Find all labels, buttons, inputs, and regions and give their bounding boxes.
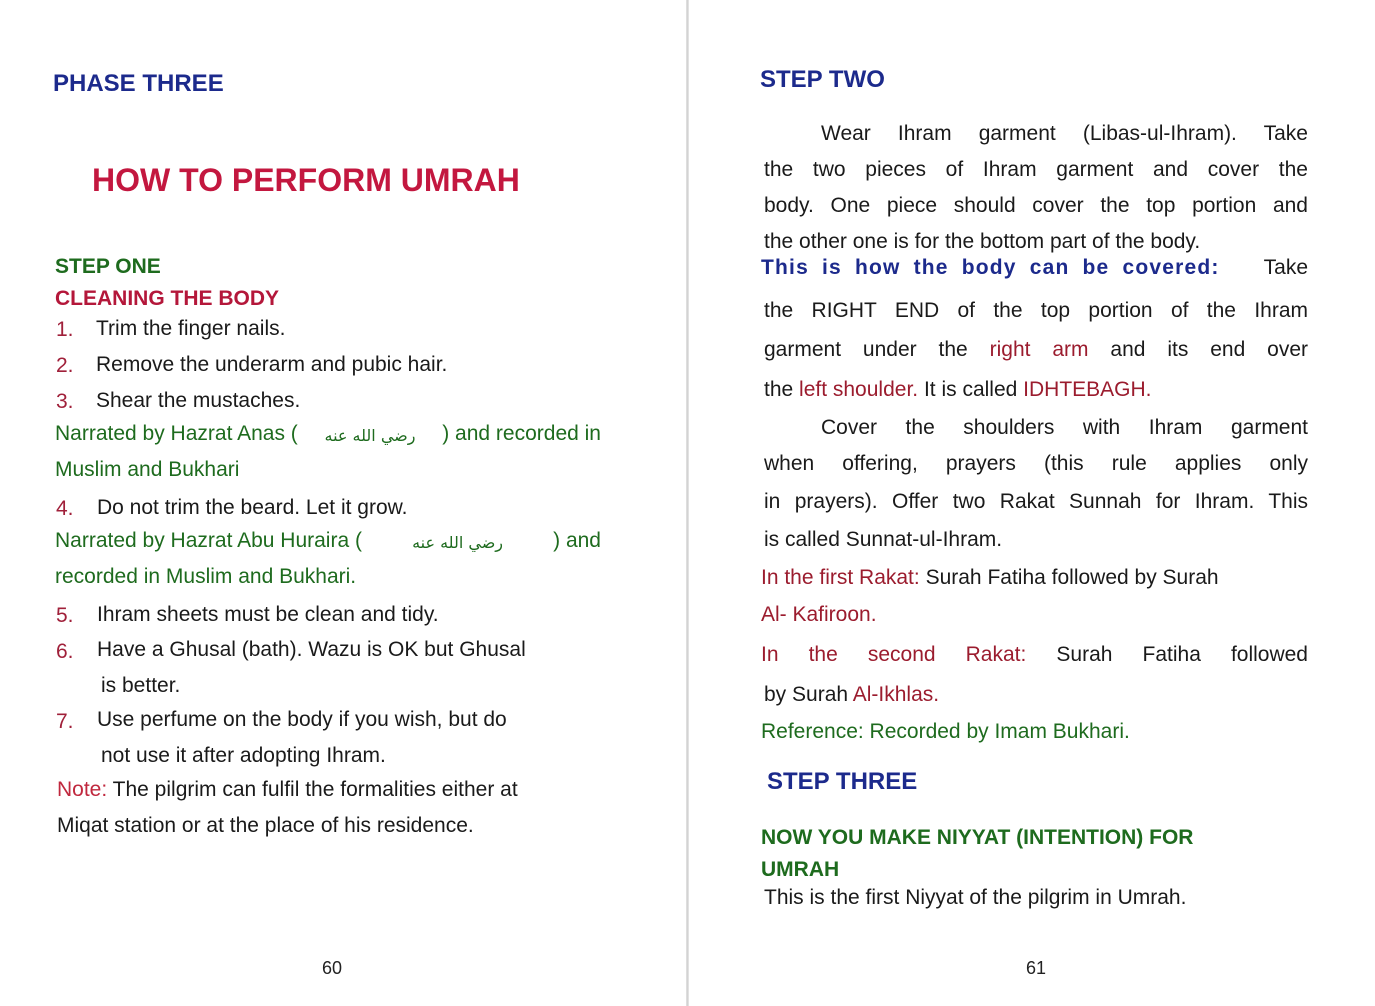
text-run: the bbox=[764, 378, 800, 401]
text-run: by Surah bbox=[764, 683, 853, 706]
paragraph-line: Wear Ihram garment (Libas-ul-Ihram). Take bbox=[821, 122, 1308, 145]
niyyat-text: This is the first Niyyat of the pilgrim in Umrah. bbox=[764, 886, 1187, 909]
page-number: 61 bbox=[1026, 958, 1047, 978]
covered-line4 bbox=[764, 372, 1152, 408]
step-three-heading: STEP THREE bbox=[767, 768, 918, 795]
item-number: 3. bbox=[56, 390, 74, 413]
item-text-continued: not use it after adopting Ihram. bbox=[101, 744, 386, 767]
ihram-paragraph bbox=[764, 116, 1308, 259]
item-text: Remove the underarm and pubic hair. bbox=[96, 353, 448, 376]
narration-text: Narrated by Hazrat Abu Huraira ( bbox=[55, 529, 362, 552]
note-label: Note: bbox=[57, 778, 108, 801]
narration-abu-huraira-line2: recorded in Muslim and Bukhari. bbox=[55, 565, 357, 588]
item-text: Shear the mustaches. bbox=[96, 389, 301, 412]
narration-anas-line2: Muslim and Bukhari bbox=[55, 458, 240, 481]
covered-line3 bbox=[764, 332, 1308, 368]
right-page bbox=[689, 0, 1375, 1006]
note bbox=[57, 772, 518, 808]
step-two-heading: STEP TWO bbox=[760, 66, 885, 93]
covered-label: This is how the body can be covered: bbox=[761, 256, 1220, 279]
paragraph-line: the two pieces of Ihram garment and cover the bbox=[764, 158, 1308, 181]
paragraph-line: Cover the shoulders with Ihram garment bbox=[821, 416, 1308, 439]
idhtebagh-text: IDHTEBAGH. bbox=[1023, 378, 1152, 401]
second-rakat-label: In the second Rakat: bbox=[761, 643, 1027, 666]
cleaning-heading: CLEANING THE BODY bbox=[55, 287, 280, 310]
text-run: It is called bbox=[918, 378, 1024, 401]
phase-heading: PHASE THREE bbox=[53, 70, 224, 97]
item-text: Use perfume on the body if you wish, but do bbox=[97, 708, 507, 731]
narration-text: ) and recorded in bbox=[442, 422, 601, 445]
item-text: Do not trim the beard. Let it grow. bbox=[97, 496, 408, 519]
text-run: and its end over bbox=[1088, 338, 1308, 361]
al-ikhlas-text: Al-Ikhlas. bbox=[852, 683, 940, 706]
covered-line bbox=[761, 256, 1308, 280]
note-text: The pilgrim can fulfil the formalities either at bbox=[107, 778, 518, 801]
item-text: Have a Ghusal (bath). Wazu is OK but Ghusal bbox=[97, 638, 526, 661]
narration-anas bbox=[55, 416, 601, 454]
note-line2: Miqat station or at the place of his residence. bbox=[57, 814, 474, 837]
narration-text: Narrated by Hazrat Anas ( bbox=[55, 422, 298, 445]
paragraph-line: in prayers). Offer two Rakat Sunnah for Ihram. This bbox=[764, 490, 1308, 513]
item-number: 7. bbox=[56, 710, 74, 733]
niyyat-heading bbox=[761, 822, 1193, 886]
niyyat-heading-line: NOW YOU MAKE NIYYAT (INTENTION) FOR bbox=[761, 826, 1194, 849]
paragraph-line: the other one is for the bottom part of the body. bbox=[764, 230, 1201, 253]
item-text: Trim the finger nails. bbox=[96, 317, 286, 340]
item-text: Ihram sheets must be clean and tidy. bbox=[97, 603, 439, 626]
item-number: 6. bbox=[56, 640, 74, 663]
item-number: 5. bbox=[56, 604, 74, 627]
first-rakat bbox=[761, 560, 1219, 596]
covered-line2: the RIGHT END of the top portion of the Ihram bbox=[764, 299, 1308, 322]
arabic-honorific: رضي الله عنه bbox=[412, 533, 504, 552]
narration-text: ) and bbox=[553, 529, 601, 552]
step-one-heading: STEP ONE bbox=[55, 255, 161, 278]
arabic-honorific: رضي الله عنه bbox=[324, 426, 416, 445]
narration-abu-huraira bbox=[55, 523, 601, 561]
reference: Reference: Recorded by Imam Bukhari. bbox=[761, 720, 1130, 743]
paragraph-line: when offering, prayers (this rule applies only bbox=[764, 452, 1308, 475]
page-title: HOW TO PERFORM UMRAH bbox=[92, 162, 520, 198]
niyyat-heading-line: UMRAH bbox=[761, 858, 840, 881]
second-rakat bbox=[761, 637, 1308, 673]
paragraph-line: is called Sunnat-ul-Ihram. bbox=[764, 528, 1003, 551]
left-shoulder-text: left shoulder. bbox=[799, 378, 919, 401]
second-rakat-text: Surah Fatiha followed bbox=[1026, 643, 1308, 666]
right-arm-text: right arm bbox=[989, 338, 1089, 361]
covered-take: Take bbox=[1263, 256, 1308, 279]
page-number: 60 bbox=[322, 958, 343, 978]
first-rakat-label: In the first Rakat: bbox=[761, 566, 920, 589]
paragraph-line: body. One piece should cover the top portion and bbox=[764, 194, 1308, 217]
shoulders-paragraph bbox=[764, 410, 1308, 558]
item-number: 1. bbox=[56, 318, 74, 341]
second-rakat-line2 bbox=[764, 677, 939, 713]
text-run: garment under the bbox=[764, 338, 990, 361]
first-rakat-text: Surah Fatiha followed by Surah bbox=[919, 566, 1219, 589]
item-number: 2. bbox=[56, 354, 74, 377]
item-text-continued: is better. bbox=[101, 674, 181, 697]
item-number: 4. bbox=[56, 497, 74, 520]
first-rakat-line2: Al- Kafiroon. bbox=[761, 603, 877, 626]
